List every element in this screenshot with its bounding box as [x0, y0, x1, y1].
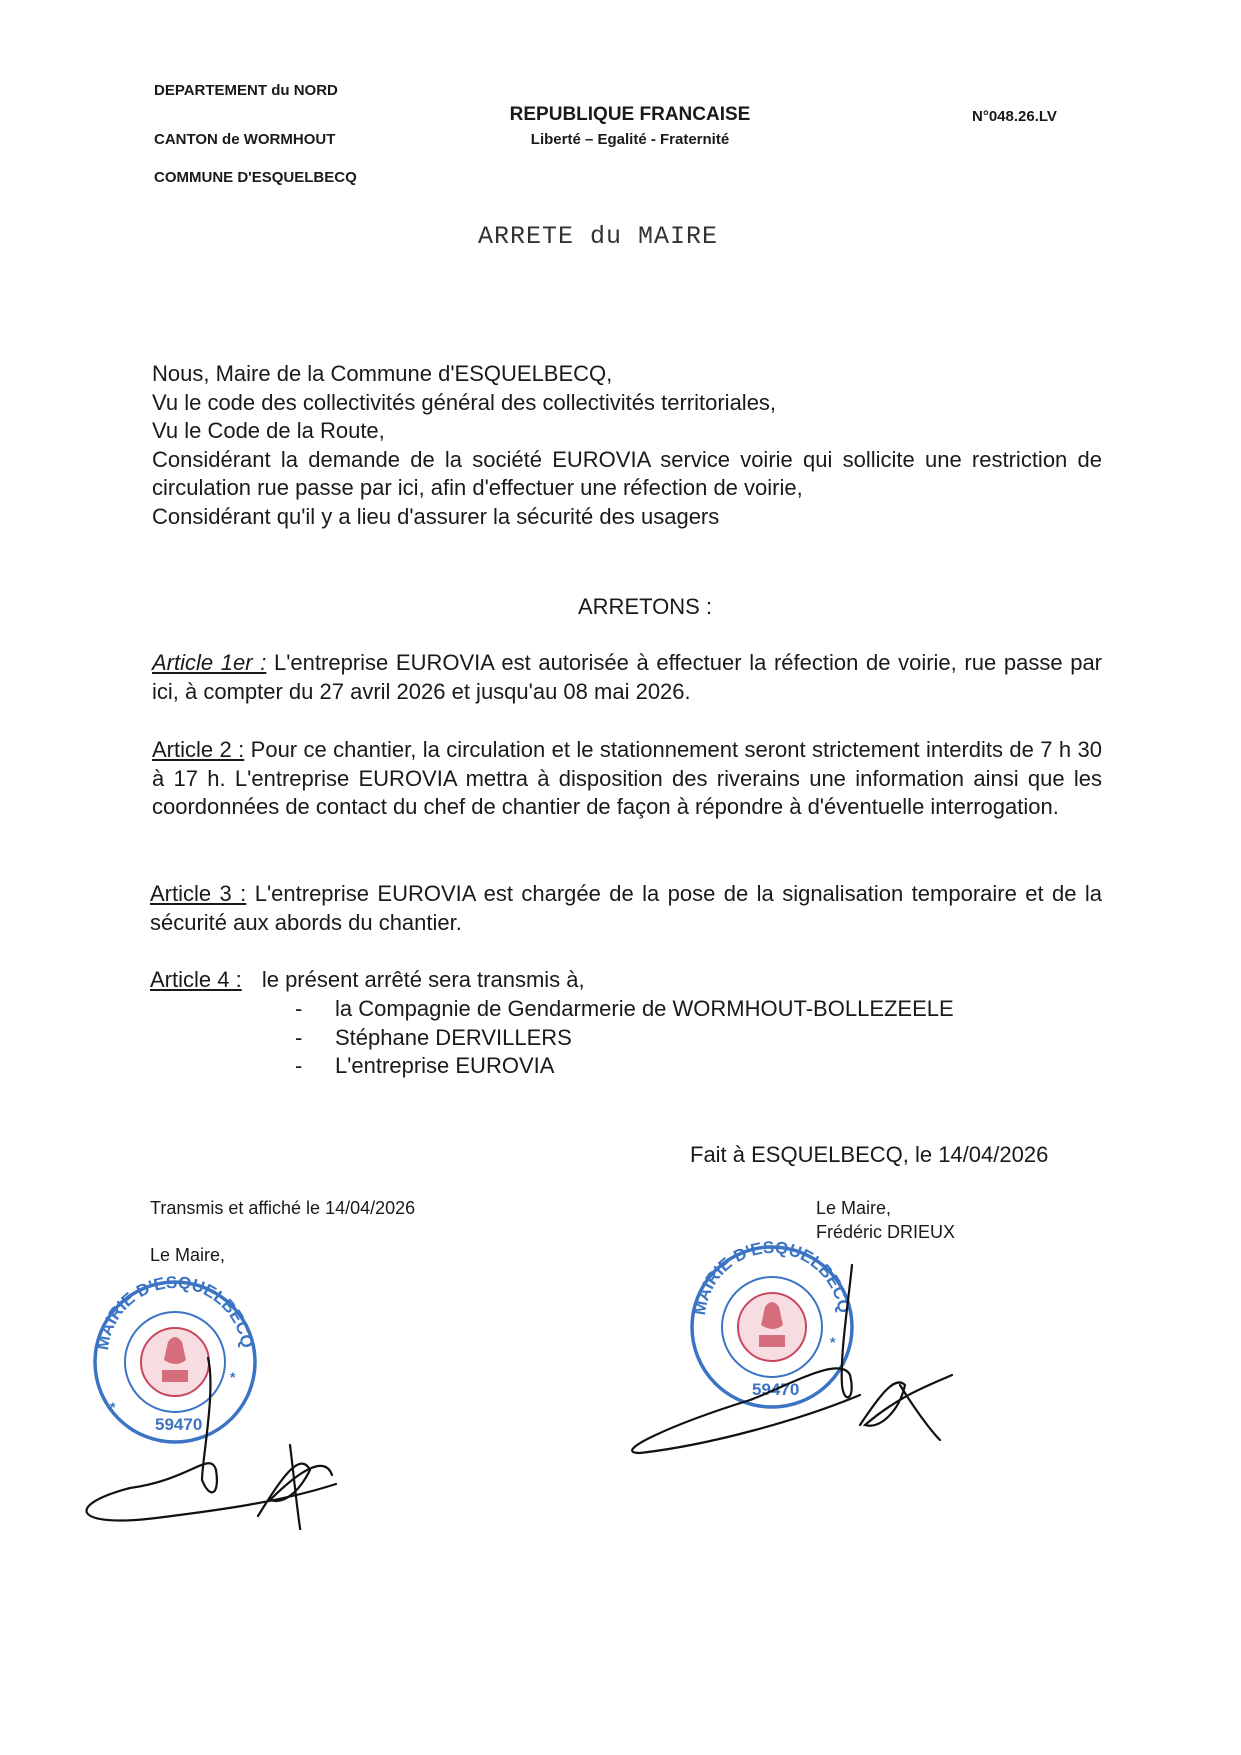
bullet: - — [295, 1024, 303, 1050]
list-item: - Stéphane DERVILLERS — [295, 1024, 1095, 1053]
article-3 — [150, 880, 1102, 937]
star-icon: * — [110, 1399, 116, 1415]
article-2 — [152, 736, 1102, 822]
preamble-line: Considérant qu'il y a lieu d'assurer la sécurité des usagers — [152, 503, 720, 529]
list-item: - L'entreprise EUROVIA — [295, 1052, 1095, 1081]
decree-heading: ARRETONS : — [578, 594, 713, 619]
article-2-text: Pour ce chantier, la circulation et le stationnement seront strictement interdits de 7 h 30 à 17 h. L'entreprise EUROVIA mettra à disposition des riverains une information ainsi que les coordonnées de contact du chef de chantier de façon à répondre à d'éventuelle interrogation. — [152, 737, 1102, 819]
republic-title: REPUBLIQUE FRANCAISE — [509, 104, 751, 125]
right-signatory-title: Le Maire, — [816, 1198, 892, 1218]
mayor-name: Frédéric DRIEUX — [816, 1222, 956, 1242]
star-icon: * — [230, 1369, 236, 1385]
preamble-line: Vu le code des collectivités général des collectivités territoriales, — [152, 389, 777, 415]
list-item: - la Compagnie de Gendarmerie de WORMHOUT-BOLLEZEELE — [295, 995, 1095, 1024]
department-label: DEPARTEMENT du NORD — [154, 82, 338, 99]
right-stamp — [630, 1235, 1000, 1485]
article-3-text: L'entreprise EUROVIA est chargée de la pose de la signalisation temporaire et de la sécurité aux abords du chantier. — [150, 881, 1103, 935]
stamp-postcode: 59470 — [752, 1380, 800, 1399]
signature — [632, 1265, 952, 1453]
commune-label: COMMUNE D'ESQUELBECQ — [154, 169, 357, 186]
page-title: ARRETE du MAIRE — [478, 222, 719, 251]
article-1 — [152, 649, 1102, 706]
left-signatory: Le Maire, — [150, 1245, 226, 1265]
article-4 — [150, 966, 1102, 995]
transmitted-label: Transmis et affiché le 14/04/2026 — [150, 1198, 416, 1218]
republic-motto: Liberté – Egalité - Fraternité — [530, 131, 730, 148]
canton-label: CANTON de WORMHOUT — [154, 131, 336, 148]
reference-number: N°048.26.LV — [972, 108, 1057, 125]
article-1-text: L'entreprise EUROVIA est autorisée à effectuer la réfection de voirie, rue passe par ici, à compter du 27 avril 2026 et jusqu'au 08 mai 2026. — [152, 650, 1103, 704]
done-at: Fait à ESQUELBECQ, le 14/04/2026 — [690, 1142, 1049, 1167]
stamp-postcode: 59470 — [155, 1415, 203, 1434]
stamp-text: MAIRIE D'ESQUELBECQ — [689, 1237, 854, 1317]
preamble-line: Nous, Maire de la Commune d'ESQUELBECQ, — [152, 361, 613, 386]
article-2-label: Article 2 : — [152, 737, 245, 762]
left-stamp — [70, 1270, 400, 1530]
article-1-label: Article 1er : — [152, 650, 267, 675]
article-3-label: Article 3 : — [150, 881, 247, 906]
article-4-label: Article 4 : — [150, 967, 242, 992]
bullet: - — [295, 996, 303, 1021]
stamp-text: MAIRIE D'ESQUELBECQ — [92, 1272, 257, 1352]
recipient-list — [295, 995, 1095, 1081]
star-icon: * — [830, 1334, 836, 1350]
preamble-line: Considérant la demande de la société EUROVIA service voirie qui sollicite une restriction de circulation rue passe par ici, afin d'effectuer une réfection de voirie, — [152, 446, 1102, 500]
article-4-text: le présent arrêté sera transmis à, — [261, 967, 585, 992]
bullet: - — [295, 1053, 303, 1078]
signature — [86, 1358, 336, 1530]
preamble-line: Vu le Code de la Route, — [152, 418, 385, 443]
preamble — [152, 360, 1102, 531]
